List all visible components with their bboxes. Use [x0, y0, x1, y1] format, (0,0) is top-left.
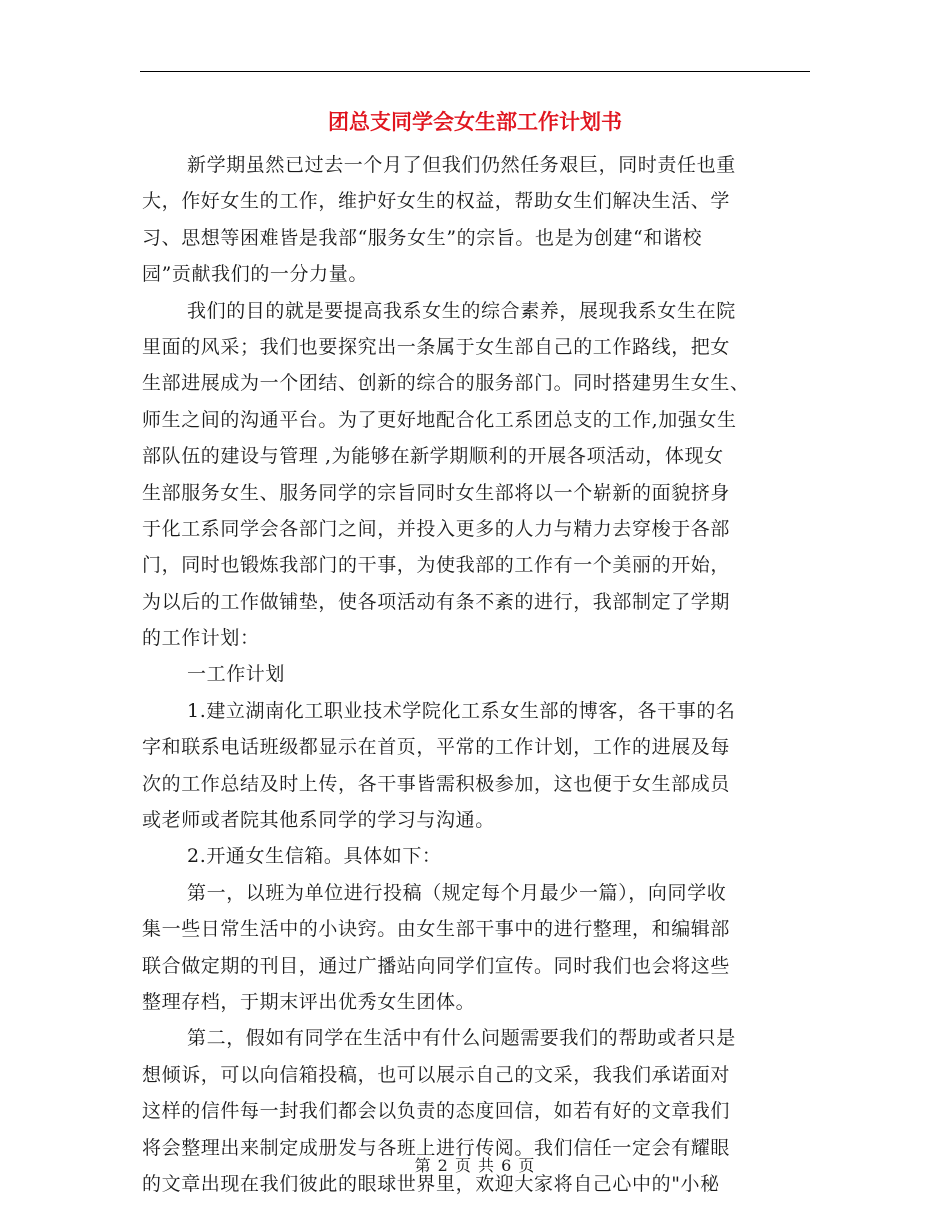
body-line: 整理存档，于期末评出优秀女生团体。 [142, 990, 476, 1013]
document-title: 团总支同学会女生部工作计划书 [328, 110, 622, 134]
body-line: 里面的风采；我们也要探究出一条属于女生部自己的工作路线，把女 [142, 335, 731, 358]
body-line: 字和联系电话班级都显示在首页，平常的工作计划，工作的进展及每 [142, 736, 731, 759]
body-line: 的文章出现在我们彼此的眼球世界里，欢迎大家将自己心中的"小秘 [142, 1172, 720, 1195]
body-line: 习、思想等困难皆是我部“服务女生”的宗旨。也是为创建“和谐校 [142, 226, 703, 249]
body-line: 园”贡献我们的一分力量。 [142, 263, 368, 286]
body-line: 一工作计划 [187, 663, 286, 686]
page-footer [0, 1154, 950, 1178]
body-line: 于化工系同学会各部门之间，并投入更多的人力与精力去穿梭于各部 [142, 517, 731, 540]
body-line: 想倾诉，可以向信箱投稿，也可以展示自己的文采，我我们承诺面对 [142, 1063, 731, 1086]
body-line: 门，同时也锻炼我部门的干事，为使我部的工作有一个美丽的开始， [142, 554, 731, 577]
body-line: 的工作计划： [142, 627, 260, 650]
body-line: 联合做定期的刊目，通过广播站向同学们宣传。同时我们也会将这些 [142, 954, 731, 977]
body-line: 新学期虽然已过去一个月了但我们仍然任务艰巨，同时责任也重 [187, 154, 736, 176]
body-line: 这样的信件每一封我们都会以负责的态度回信，如若有好的文章我们 [142, 1100, 731, 1123]
page-number-label: 第 2 页 共 6 页 [414, 1156, 536, 1175]
body-line: 生部进展成为一个团结、创新的综合的服务部门。同时搭建男生女生、 [142, 372, 750, 395]
body-line: 生部服务女生、服务同学的宗旨同时女生部将以一个崭新的面貌挤身 [142, 481, 731, 504]
body-line: 我们的目的就是要提高我系女生的综合素养，展现我系女生在院 [187, 299, 736, 322]
header-rule [140, 71, 810, 72]
document-body [142, 147, 808, 1202]
body-line: 师生之间的沟通平台。为了更好地配合化工系团总支的工作,加强女生 [142, 408, 737, 431]
body-line: 次的工作总结及时上传，各干事皆需积极参加，这也便于女生部成员 [142, 772, 731, 795]
body-line: 1.建立湖南化工职业技术学院化工系女生部的博客，各干事的名 [187, 699, 736, 722]
body-line: 部队伍的建设与管理 ,为能够在新学期顺利的开展各项活动，体现女 [142, 445, 724, 468]
body-line: 将会整理出来制定成册发与各班上进行传阅。我们信任一定会有耀眼 [142, 1136, 731, 1159]
body-line: 第二，假如有同学在生活中有什么问题需要我们的帮助或者只是 [187, 1027, 736, 1050]
body-line: 或老师或者院其他系同学的学习与沟通。 [142, 809, 495, 832]
body-line: 2.开通女生信箱。具体如下： [187, 845, 442, 868]
body-line: 为以后的工作做铺垫，使各项活动有条不紊的进行，我部制定了学期 [142, 590, 731, 613]
body-line: 第一，以班为单位进行投稿（规定每个月最少一篇），向同学收 [187, 881, 727, 904]
body-line: 集一些日常生活中的小诀窍。由女生部干事中的进行整理，和编辑部 [142, 918, 731, 941]
body-line: 大，作好女生的工作，维护好女生的权益，帮助女生们解决生活、学 [142, 190, 731, 213]
